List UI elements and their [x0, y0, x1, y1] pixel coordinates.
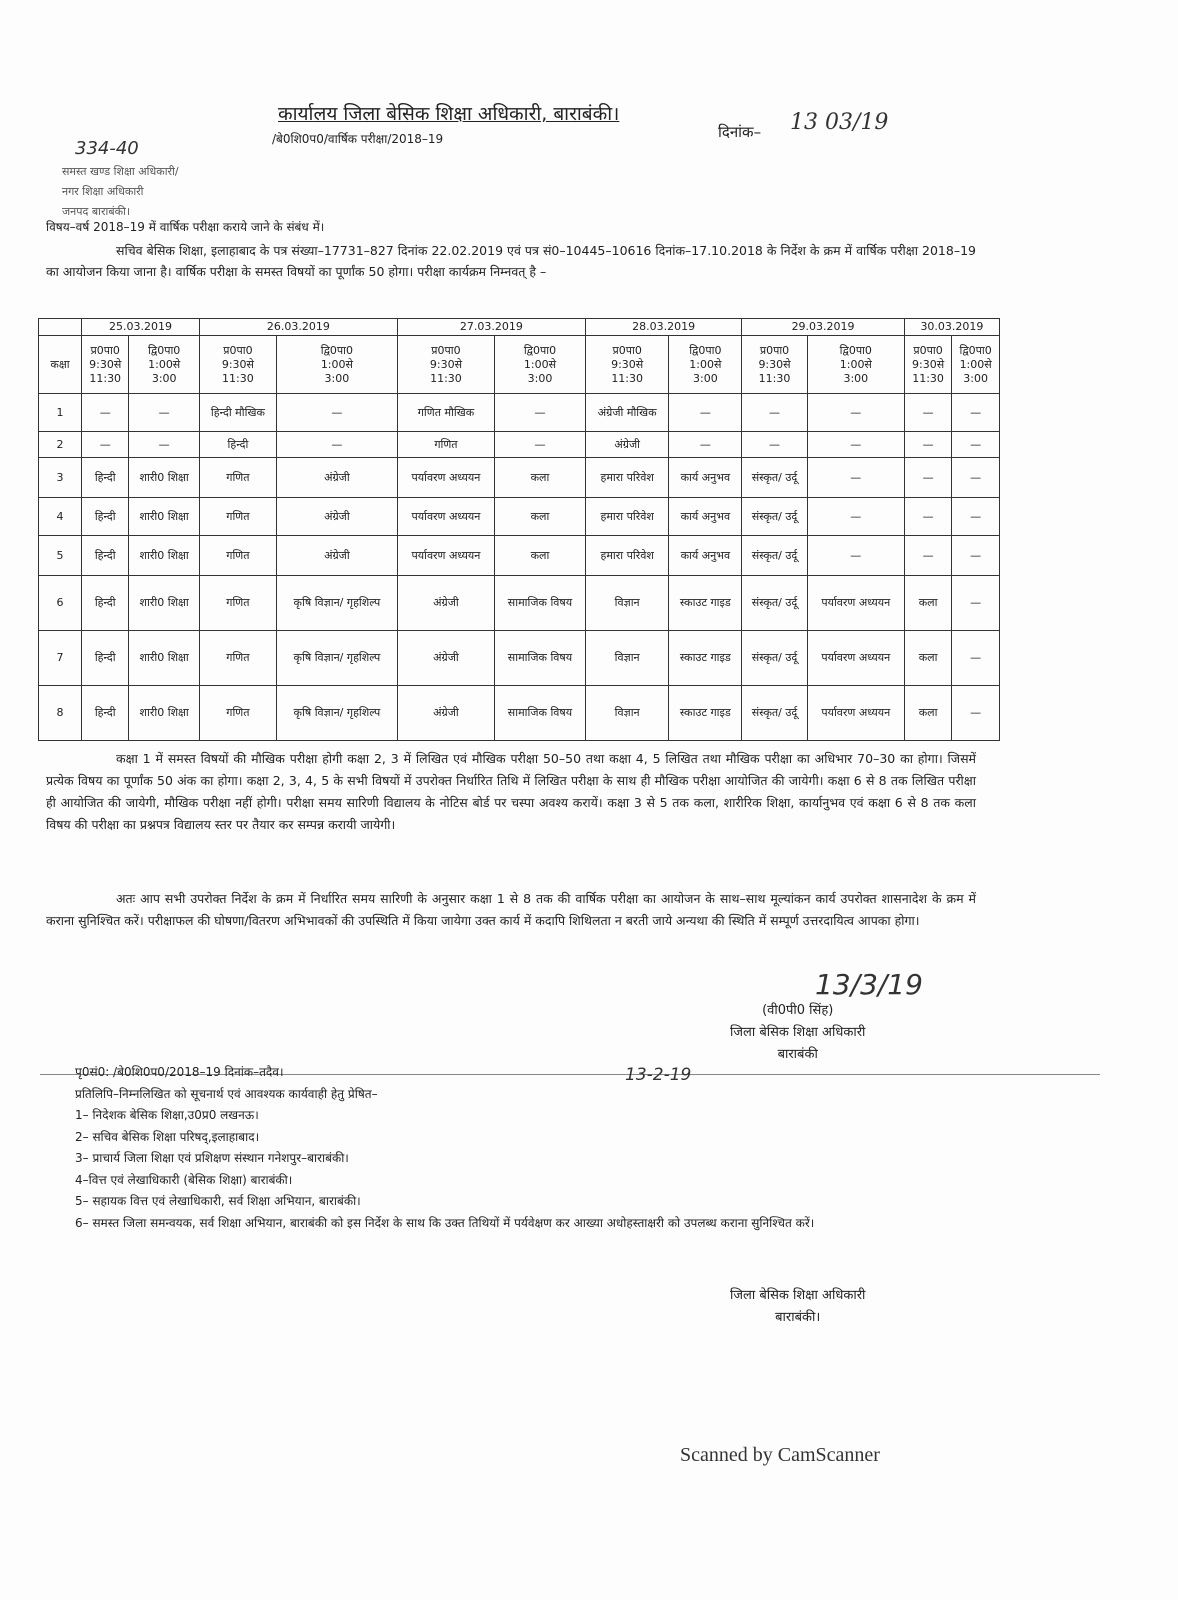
subject-cell: पर्यावरण अध्ययन — [397, 536, 494, 576]
subject-cell: — — [129, 394, 200, 432]
shift-text: 3:00 — [324, 371, 350, 385]
subject-cell: हिन्दी — [82, 576, 129, 631]
copy-item: 4–वित्त एवं लेखाधिकारी (बेसिक शिक्षा) बाराबंकी। — [75, 1172, 293, 1187]
subject-cell: शारी0 शिक्षा — [129, 498, 200, 536]
subject-cell: हिन्दी मौखिक — [199, 394, 276, 432]
copy-intro: प्रतिलिपि–निम्नलिखित को सूचनार्थ एवं आवश्यक कार्यवाही हेतु प्रेषित– — [75, 1086, 378, 1101]
subject-cell: — — [82, 394, 129, 432]
subject-cell: गणित — [199, 631, 276, 686]
subject-cell: अंग्रेजी — [276, 498, 397, 536]
subject-cell: स्काउट गाइड — [669, 576, 742, 631]
subject-cell: — — [952, 686, 1000, 741]
shift-header — [742, 336, 807, 394]
subject-cell: हिन्दी — [82, 498, 129, 536]
subject-cell: स्काउट गाइड — [669, 686, 742, 741]
subject-cell: गणित — [199, 458, 276, 498]
shift-header — [904, 336, 951, 394]
shift-header — [276, 336, 397, 394]
subject-cell: कला — [495, 458, 586, 498]
subject-cell: पर्यावरण अध्ययन — [807, 576, 904, 631]
subject-line: विषय–वर्ष 2018–19 में वार्षिक परीक्षा कराये जाने के संबंध में। — [46, 220, 325, 234]
table-row — [39, 458, 1000, 498]
directive-paragraph: अतः आप सभी उपरोक्त निर्देश के क्रम में निर्धारित समय सारिणी के अनुसार कक्षा 1 से 8 तक की वार्षिक परीक्षा का आयोजन के साथ–साथ मूल्यांकन कार्य उपरोक्त शासनादेश के क्रम में कराना सुनिश्चित करें। परीक्षाफल की घोषणा/वितरण अभिभावकों की उपस्थिति में किया जायेगा उक्त कार्य में कदापि शिथिलता न बरती जाये अन्यथा की स्थिति में सम्पूर्ण उत्तरदायित्व आपका होगा। — [46, 891, 976, 928]
intro-paragraph: सचिव बेसिक शिक्षा, इलाहाबाद के पत्र संख्या–17731–827 दिनांक 22.02.2019 एवं पत्र सं0–10445–10616 दिनांक–17.10.2018 के निर्देश के क्रम में वार्षिक परीक्षा 2018–19 का आयोजन किया जाना है। वार्षिक परीक्षा के समस्त विषयों का पूर्णांक 50 होगा। परीक्षा कार्यक्रम निम्नवत् है – — [46, 243, 976, 279]
subject-cell: विज्ञान — [585, 686, 668, 741]
shift-header — [585, 336, 668, 394]
subject-cell: कार्य अनुभव — [669, 536, 742, 576]
subject-cell: — — [952, 576, 1000, 631]
subject-cell: कला — [904, 576, 951, 631]
signatory-place: बाराबंकी। — [775, 1310, 821, 1325]
address-line: समस्त खण्ड शिक्षा अधिकारी/ — [62, 165, 179, 178]
signatory-designation: जिला बेसिक शिक्षा अधिकारी — [730, 1288, 866, 1303]
subject-cell: गणित — [397, 432, 494, 458]
shift-text: 1:00से — [689, 357, 722, 371]
subject-cell: — — [952, 432, 1000, 458]
shift-text: 9:30से — [89, 357, 122, 371]
class-cell: 1 — [39, 394, 82, 432]
shift-text: 11:30 — [430, 371, 462, 385]
subject-cell: — — [904, 498, 951, 536]
table-row — [39, 631, 1000, 686]
subject-cell: सामाजिक विषय — [495, 576, 586, 631]
subject-cell: शारी0 शिक्षा — [129, 686, 200, 741]
subject-cell: गणित — [199, 536, 276, 576]
subject-cell: कला — [495, 498, 586, 536]
shift-text: द्वि0पा0 — [839, 343, 872, 357]
shift-header — [397, 336, 494, 394]
copy-reference: पृ0सं0: /बे0शि0प0/2018–19 दिनांक–तदैव। — [75, 1065, 284, 1079]
shift-text: 3:00 — [692, 371, 718, 385]
subject-cell: अंग्रेजी — [397, 631, 494, 686]
subject-cell: शारी0 शिक्षा — [129, 631, 200, 686]
class-cell: 4 — [39, 498, 82, 536]
subject-cell: कला — [495, 536, 586, 576]
subject-cell: संस्कृत/ उर्दू — [742, 458, 807, 498]
subject-cell: संस्कृत/ उर्दू — [742, 631, 807, 686]
date-label: दिनांक– — [718, 123, 762, 141]
subject-cell: हिन्दी — [82, 458, 129, 498]
subject-cell: — — [669, 432, 742, 458]
subject-cell: संस्कृत/ उर्दू — [742, 536, 807, 576]
subject-cell: — — [129, 432, 200, 458]
address-line: जनपद बाराबंकी। — [62, 205, 131, 218]
class-cell: 8 — [39, 686, 82, 741]
date-header: 27.03.2019 — [397, 319, 585, 336]
instructions-paragraph: कक्षा 1 में समस्त विषयों की मौखिक परीक्षा होगी कक्षा 2, 3 में लिखित एवं मौखिक परीक्षा 50–50 तथा कक्षा 4, 5 लिखित तथा मौखिक परीक्षा का अधिभार 70–30 का होगा। जिसमें प्रत्येक विषय का पूर्णांक 50 अंक का होगा। कक्षा 2, 3, 4, 5 के सभी विषयों में उपरोक्त निर्धारित तिथि में लिखित परीक्षा के साथ ही मौखिक परीक्षा आयोजित की जायेगी। कक्षा 6 से 8 तक लिखित परीक्षा ही आयोजित की जायेगी, मौखिक परीक्षा नहीं होगी। परीक्षा समय सारिणी विद्यालय के नोटिस बोर्ड पर चस्पा अवश्य करायें। कक्षा 3 से 5 तक कला, शारीरिक शिक्षा, कार्यानुभव एवं कक्षा 6 से 8 तक कला विषय की परीक्षा का प्रश्नपत्र विद्यालय स्तर पर तैयार कर सम्पन्न करायी जायेगी। — [46, 751, 976, 832]
class-cell: 2 — [39, 432, 82, 458]
subject-cell: गणित — [199, 498, 276, 536]
shift-text: 9:30से — [912, 357, 945, 371]
shift-text: 11:30 — [912, 371, 944, 385]
date-header: 25.03.2019 — [82, 319, 200, 336]
shift-text: 1:00से — [959, 357, 992, 371]
shift-text: 11:30 — [611, 371, 644, 385]
table-row — [39, 576, 1000, 631]
shift-text: 11:30 — [89, 371, 122, 385]
subject-cell: कृषि विज्ञान/ गृहशिल्प — [276, 631, 397, 686]
copy-item: 6– समस्त जिला समन्वयक, सर्व शिक्षा अभियान, बाराबंकी को इस निर्देश के साथ कि उक्त तिथियों में पर्यवेक्षण कर आख्या अधोहस्ताक्षरी को उपलब्ध कराना सुनिश्चित करें। — [75, 1215, 815, 1230]
subject-cell: — — [495, 394, 586, 432]
subject-cell: — — [82, 432, 129, 458]
subject-cell: पर्यावरण अध्ययन — [807, 631, 904, 686]
handwritten-letter-number: 334-40 — [75, 138, 139, 159]
subject-cell: अंग्रेजी — [397, 576, 494, 631]
subject-cell: — — [904, 536, 951, 576]
subject-cell: हिन्दी — [82, 536, 129, 576]
copy-item: 1– निदेशक बेसिक शिक्षा,उ0प्र0 लखनऊ। — [75, 1108, 259, 1122]
subject-cell: — — [904, 458, 951, 498]
shift-text: द्वि0पा0 — [148, 343, 181, 357]
subject-cell: — — [276, 394, 397, 432]
shift-text: 3:00 — [963, 371, 988, 385]
shift-header — [199, 336, 276, 394]
subject-cell: कार्य अनुभव — [669, 498, 742, 536]
shift-text: द्वि0पा0 — [320, 343, 354, 357]
subject-cell: — — [742, 432, 807, 458]
subject-cell: संस्कृत/ उर्दू — [742, 498, 807, 536]
subject-cell: विज्ञान — [585, 576, 668, 631]
class-cell: 5 — [39, 536, 82, 576]
subject-cell: विज्ञान — [585, 631, 668, 686]
table-row — [39, 432, 1000, 458]
shift-text: 9:30से — [429, 357, 463, 371]
reference-number: /बे0शि0प0/वार्षिक परीक्षा/2018–19 — [272, 132, 444, 146]
shift-text: 1:00से — [839, 357, 872, 371]
copy-to-block — [75, 1062, 905, 1234]
date-header: 29.03.2019 — [742, 319, 905, 336]
table-row — [39, 536, 1000, 576]
subject-cell: — — [276, 432, 397, 458]
subject-cell: गणित मौखिक — [397, 394, 494, 432]
shift-text: 9:30से — [758, 357, 791, 371]
shift-header-row — [39, 336, 1000, 394]
shift-text: 9:30से — [611, 357, 644, 371]
subject-cell: अंग्रेजी — [585, 432, 668, 458]
shift-text: 9:30से — [221, 357, 254, 371]
exam-schedule-table — [38, 318, 1000, 741]
signatory-designation: जिला बेसिक शिक्षा अधिकारी — [730, 1025, 866, 1040]
subject-cell: — — [742, 394, 807, 432]
table-row — [39, 394, 1000, 432]
shift-text: 3:00 — [843, 371, 869, 385]
subject-cell: हिन्दी — [199, 432, 276, 458]
shift-text: प्र0पा0 — [223, 343, 253, 357]
signature-block — [730, 1000, 865, 1066]
shift-header — [82, 336, 129, 394]
subject-cell: पर्यावरण अध्ययन — [807, 686, 904, 741]
copy-item: 5– सहायक वित्त एवं लेखाधिकारी, सर्व शिक्षा अभियान, बाराबंकी। — [75, 1194, 361, 1208]
subject-cell: संस्कृत/ उर्दू — [742, 576, 807, 631]
subject-cell: गणित — [199, 686, 276, 741]
subject-cell: हिन्दी — [82, 686, 129, 741]
date-header: 30.03.2019 — [904, 319, 999, 336]
subject-cell: कार्य अनुभव — [669, 458, 742, 498]
date-header: 26.03.2019 — [199, 319, 397, 336]
subject-cell: स्काउट गाइड — [669, 631, 742, 686]
subject-cell: — — [807, 458, 904, 498]
table-row — [39, 498, 1000, 536]
subject-cell: हिन्दी — [82, 631, 129, 686]
shift-text: प्र0पा0 — [612, 343, 642, 357]
signatory-name: (वी0पी0 सिंह) — [762, 1003, 834, 1018]
subject-cell: सामाजिक विषय — [495, 686, 586, 741]
subject-cell: कृषि विज्ञान/ गृहशिल्प — [276, 576, 397, 631]
table-row — [39, 686, 1000, 741]
signature-mark: 13/3/19 — [815, 968, 923, 1001]
subject-cell: — — [904, 394, 951, 432]
shift-text: 1:00से — [523, 357, 557, 371]
shift-text: 11:30 — [758, 371, 791, 385]
signatory-place: बाराबंकी — [777, 1047, 818, 1062]
subject-cell: शारी0 शिक्षा — [129, 536, 200, 576]
shift-text: द्वि0पा0 — [959, 343, 992, 357]
office-title: कार्यालय जिला बेसिक शिक्षा अधिकारी, बाराबंकी। — [278, 103, 620, 125]
subject-cell: — — [807, 536, 904, 576]
subject-cell: — — [952, 536, 1000, 576]
subject-cell: पर्यावरण अध्ययन — [397, 458, 494, 498]
shift-text: प्र0पा0 — [759, 343, 790, 357]
subject-cell: शारी0 शिक्षा — [129, 576, 200, 631]
subject-cell: — — [904, 432, 951, 458]
class-cell: 6 — [39, 576, 82, 631]
subject-cell: — — [952, 394, 1000, 432]
shift-header — [669, 336, 742, 394]
subject-cell: हमारा परिवेश — [585, 536, 668, 576]
subject-cell: हमारा परिवेश — [585, 498, 668, 536]
address-line: नगर शिक्षा अधिकारी — [62, 185, 144, 198]
subject-cell: शारी0 शिक्षा — [129, 458, 200, 498]
shift-text: 3:00 — [151, 371, 177, 385]
subject-cell: — — [952, 631, 1000, 686]
subject-cell: — — [669, 394, 742, 432]
subject-cell: — — [952, 458, 1000, 498]
handwritten-date: 13 03/19 — [790, 110, 889, 135]
subject-cell: — — [807, 394, 904, 432]
subject-cell: अंग्रेजी — [397, 686, 494, 741]
shift-header — [129, 336, 200, 394]
class-cell: 3 — [39, 458, 82, 498]
shift-text: प्र0पा0 — [90, 343, 120, 357]
subject-cell: कृषि विज्ञान/ गृहशिल्प — [276, 686, 397, 741]
shift-text: 11:30 — [222, 371, 254, 385]
subject-cell: हमारा परिवेश — [585, 458, 668, 498]
subject-cell: — — [495, 432, 586, 458]
subject-cell: संस्कृत/ उर्दू — [742, 686, 807, 741]
shift-text: प्र0पा0 — [431, 343, 461, 357]
subject-cell: — — [807, 432, 904, 458]
subject-cell: कला — [904, 686, 951, 741]
subject-cell: गणित — [199, 576, 276, 631]
subject-cell: अंग्रेजी मौखिक — [585, 394, 668, 432]
scanner-watermark: Scanned by CamScanner — [680, 1444, 880, 1466]
shift-text: 1:00से — [320, 357, 353, 371]
shift-text: 1:00से — [148, 357, 181, 371]
subject-cell: — — [807, 498, 904, 536]
subject-cell: — — [952, 498, 1000, 536]
class-cell: 7 — [39, 631, 82, 686]
handwritten-initials: 13-2-19 — [625, 1065, 692, 1085]
class-header: कक्षा — [39, 336, 82, 394]
address-block — [62, 162, 179, 222]
date-header-row — [39, 319, 1000, 336]
subject-cell: अंग्रेजी — [276, 536, 397, 576]
shift-text: द्वि0पा0 — [689, 343, 722, 357]
shift-text: प्र0पा0 — [913, 343, 943, 357]
shift-text: द्वि0पा0 — [523, 343, 557, 357]
copy-item: 2– सचिव बेसिक शिक्षा परिषद्,इलाहाबाद। — [75, 1129, 260, 1144]
copy-item: 3– प्राचार्य जिला शिक्षा एवं प्रशिक्षण संस्थान गनेशपुर–बाराबंकी। — [75, 1151, 349, 1165]
shift-header — [495, 336, 586, 394]
shift-header — [807, 336, 904, 394]
subject-cell: अंग्रेजी — [276, 458, 397, 498]
subject-cell: कला — [904, 631, 951, 686]
shift-text: 3:00 — [527, 371, 553, 385]
subject-cell: सामाजिक विषय — [495, 631, 586, 686]
subject-cell: पर्यावरण अध्ययन — [397, 498, 494, 536]
shift-header — [952, 336, 1000, 394]
signature-block-2 — [730, 1285, 865, 1329]
date-header: 28.03.2019 — [585, 319, 741, 336]
corner-cell — [39, 319, 82, 336]
